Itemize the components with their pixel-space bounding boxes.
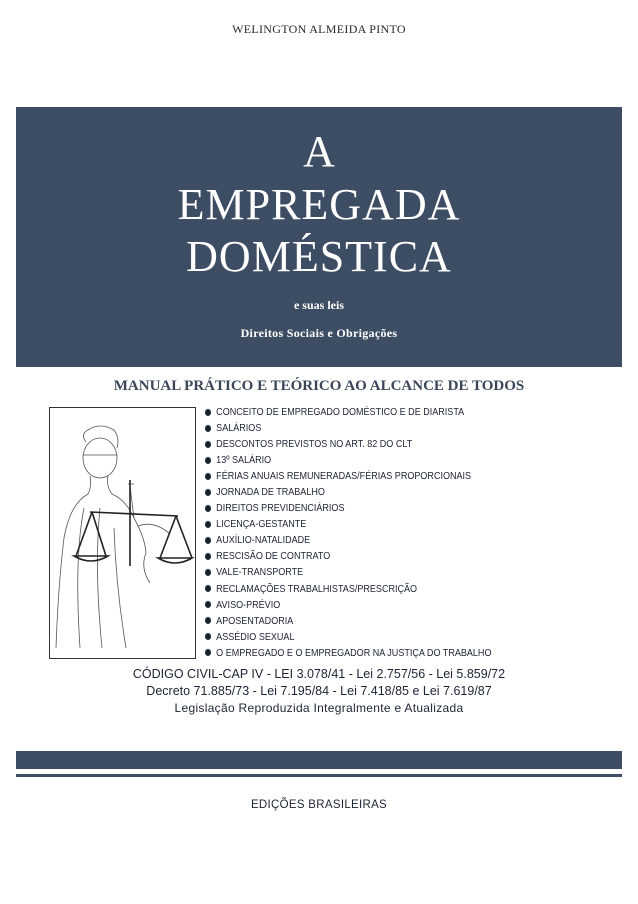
list-item: DESCONTOS PREVISTOS NO ART. 82 DO CLT — [205, 436, 491, 452]
title-article: A — [303, 127, 335, 176]
bullet-icon — [205, 521, 211, 528]
list-item: JORNADA DE TRABALHO — [205, 484, 491, 500]
bottom-rule — [16, 774, 622, 777]
legal-line-3: Legislação Reproduzida Integralmente e Atualizada — [174, 701, 464, 715]
list-item: O EMPREGADO E O EMPREGADOR NA JUSTIÇA DO TRABALHO — [205, 645, 491, 661]
list-item: RESCISÃO DE CONTRATO — [205, 548, 491, 564]
bullet-icon — [205, 441, 211, 448]
bullet-icon — [205, 473, 211, 480]
subtitle-2: Direitos Sociais e Obrigações — [240, 326, 398, 340]
bottom-band — [16, 751, 622, 769]
bullet-icon — [205, 505, 211, 512]
bullet-icon — [205, 489, 211, 496]
title-line-1: EMPREGADA — [177, 180, 461, 229]
legal-line-2: Decreto 71.885/73 - Lei 7.195/84 - Lei 7.418/85 e Lei 7.619/87 — [146, 684, 492, 698]
legal-line-1: CÓDIGO CIVIL-CAP IV - LEI 3.078/41 - Lei 2.757/56 - Lei 5.859/72 — [132, 667, 506, 681]
author-name: WELINGTON ALMEIDA PINTO — [232, 22, 406, 36]
subtitle-1: e suas leis — [293, 298, 344, 312]
bullet-icon — [205, 553, 211, 560]
manual-heading: MANUAL PRÁTICO E TEÓRICO AO ALCANCE DE TODOS — [113, 378, 525, 394]
bullet-icon — [205, 633, 211, 640]
bullet-icon — [205, 649, 211, 656]
list-item: APOSENTADORIA — [205, 613, 491, 629]
list-item: SALÁRIOS — [205, 420, 491, 436]
list-item: CONCEITO DE EMPREGADO DOMÉSTICO E DE DIARISTA — [205, 404, 491, 420]
bullet-icon — [205, 457, 211, 464]
list-item: AUXÍLIO-NATALIDADE — [205, 532, 491, 548]
list-item: LICENÇA-GESTANTE — [205, 516, 491, 532]
list-item: DIREITOS PREVIDENCIÁRIOS — [205, 500, 491, 516]
justice-illustration-frame — [49, 407, 196, 659]
publisher-name: EDIÇÕES BRASILEIRAS — [250, 799, 388, 811]
bullet-icon — [205, 617, 211, 624]
bullet-icon — [205, 537, 211, 544]
lady-justice-icon — [50, 408, 195, 658]
bullet-icon — [205, 409, 211, 416]
bullet-icon — [205, 425, 211, 432]
topics-list — [205, 404, 538, 661]
title-line-2: DOMÉSTICA — [186, 232, 452, 281]
list-item: 13º SALÁRIO — [205, 452, 491, 468]
list-item: ASSÉDIO SEXUAL — [205, 629, 491, 645]
bullet-icon — [205, 569, 211, 576]
bullet-icon — [205, 585, 211, 592]
bullet-icon — [205, 601, 211, 608]
list-item: AVISO-PRÉVIO — [205, 597, 491, 613]
list-item: RECLAMAÇÕES TRABALHISTAS/PRESCRIÇÃO — [205, 581, 491, 597]
list-item: VALE-TRANSPORTE — [205, 564, 491, 580]
list-item: FÉRIAS ANUAIS REMUNERADAS/FÉRIAS PROPORCIONAIS — [205, 468, 491, 484]
